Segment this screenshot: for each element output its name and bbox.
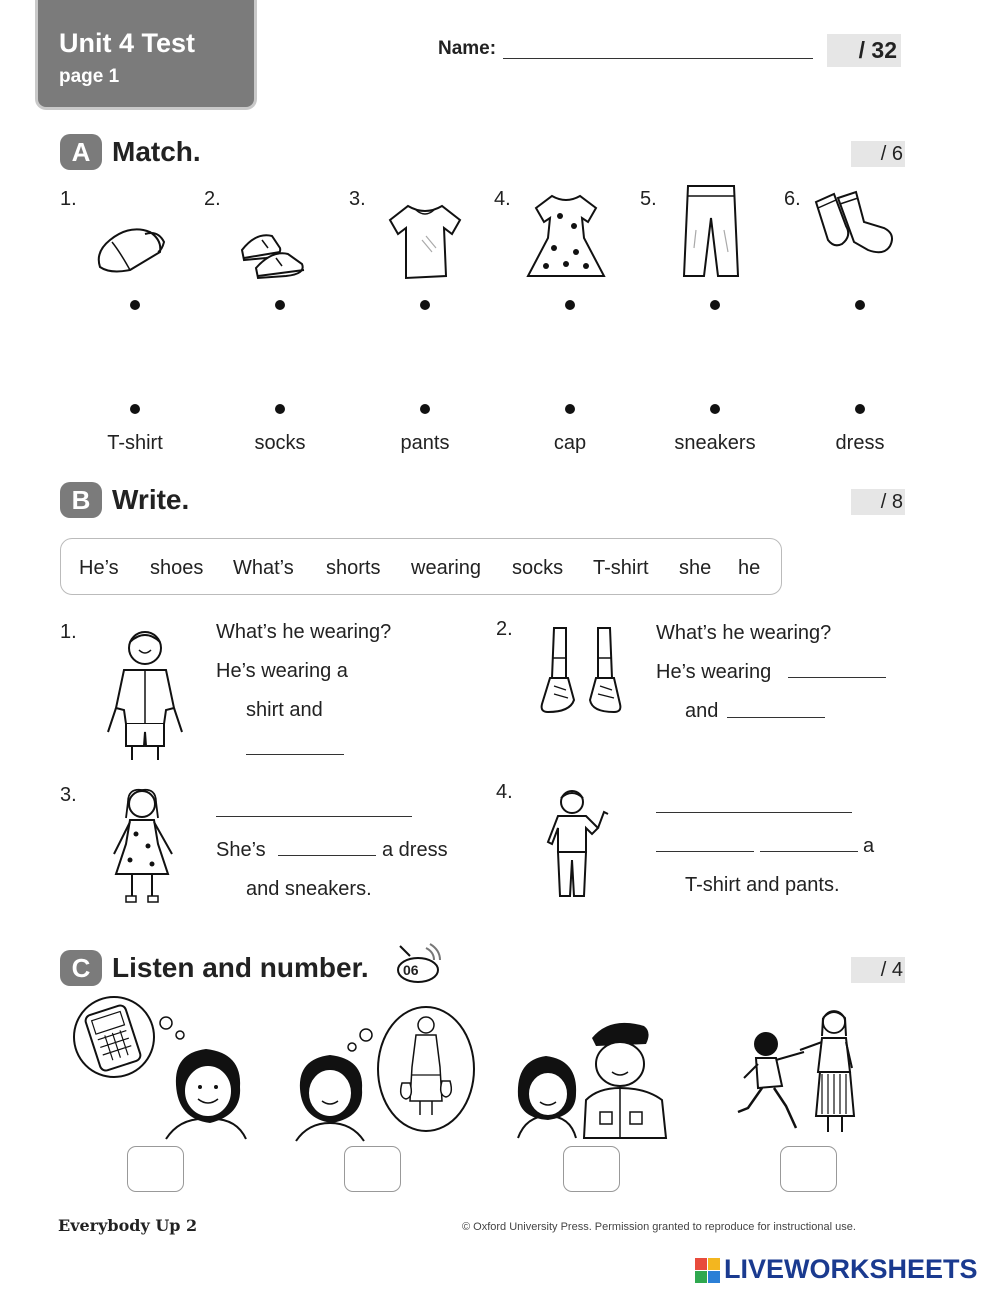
word-bank-item: shorts [326,557,381,579]
word-bank-item: What’s [233,557,294,579]
question-number: 1. [60,621,77,643]
q3-question-blank[interactable] [216,816,412,817]
match-dot-bottom-4[interactable] [565,404,575,414]
match-dot-top-6[interactable] [855,300,865,310]
q3-line2a: She’s [216,839,266,861]
section-b-score: / 8 [851,489,905,515]
match-dot-top-4[interactable] [565,300,575,310]
q4-question-blank[interactable] [656,812,852,813]
section-c-score: / 4 [851,957,905,983]
total-score: / 32 [827,34,901,67]
match-dot-bottom-1[interactable] [130,404,140,414]
section-a-badge: A [60,134,102,170]
picture-number: 3. [349,188,366,210]
match-dot-bottom-3[interactable] [420,404,430,414]
question-number: 4. [496,781,513,803]
question-number: 3. [60,784,77,806]
girl-thinking-phone-icon [70,995,246,1139]
match-dot-bottom-2[interactable] [275,404,285,414]
unit-title: Unit 4 Test [59,28,196,58]
match-dot-top-1[interactable] [130,300,140,310]
word-bank-item: he [738,557,761,579]
answer-box-4[interactable] [780,1146,837,1192]
child-running-to-woman-icon [734,1008,866,1136]
footer-copyright: © Oxford University Press. Permission granted to reproduce for instructional use. [462,1221,856,1233]
boy-tshirt-pants-icon [546,788,612,904]
section-c-badge: C [60,950,102,986]
q3-answer-blank[interactable] [278,855,376,856]
footer-brand: Everybody Up 2 [58,1216,198,1235]
section-b-title: Write. [112,484,190,515]
section-a-score: / 6 [851,141,905,167]
q4-line3: T-shirt and pants. [685,874,840,896]
section-c-title: Listen and number. [112,952,369,983]
name-label: Name: [438,38,497,59]
q2-answer-blank-1[interactable] [788,677,886,678]
answer-box-3[interactable] [563,1146,620,1192]
match-word: T-shirt [107,432,163,454]
q1-answer-blank[interactable] [246,754,344,755]
match-dot-top-5[interactable] [710,300,720,310]
picture-number: 6. [784,188,801,210]
girl-and-police-officer-icon [516,1016,676,1138]
answer-box-2[interactable] [344,1146,401,1192]
match-word: sneakers [674,432,756,454]
q4-answer-blank-2[interactable] [760,851,858,852]
dress-icon [524,192,608,284]
socks-shoes-legs-icon [540,628,626,718]
answer-box-1[interactable] [127,1146,184,1192]
match-word: dress [835,432,885,454]
q2-line1: What’s he wearing? [656,622,832,644]
liveworksheets-logo-icon [695,1258,721,1284]
word-bank-item: wearing [411,557,482,579]
q2-line2: He’s wearing [656,661,772,683]
picture-number: 5. [640,188,657,210]
q2-line3: and [685,700,719,722]
picture-number: 1. [60,188,77,210]
q1-line3: shirt and [246,699,323,721]
q2-answer-blank-2[interactable] [727,717,825,718]
girl-dress-icon [106,788,178,904]
word-bank-item: He’s [79,557,119,579]
q1-line2: He’s wearing a [216,660,348,682]
q4-answer-blank-1[interactable] [656,851,754,852]
sneakers-icon [236,218,312,284]
audio-track-number: 06 [403,962,419,978]
match-dot-bottom-5[interactable] [710,404,720,414]
word-bank-item: shoes [150,557,204,579]
q3-line3: and sneakers. [246,878,372,900]
match-dot-bottom-6[interactable] [855,404,865,414]
section-a-title: Match. [112,136,201,167]
pants-icon [678,182,742,280]
match-word: socks [254,432,306,454]
cap-icon [90,212,170,282]
boy-shirt-shorts-icon [100,628,190,762]
q1-line1: What’s he wearing? [216,621,392,643]
girl-thinking-shopping-icon [294,1005,464,1141]
match-dot-top-3[interactable] [420,300,430,310]
question-number: 2. [496,618,513,640]
section-b-badge: B [60,482,102,518]
page-label: page 1 [59,66,120,87]
picture-number: 2. [204,188,221,210]
word-bank-item: socks [512,557,564,579]
picture-number: 4. [494,188,511,210]
socks-icon [812,188,896,262]
word-bank-item: she [679,557,712,579]
word-bank-item: T-shirt [593,557,649,579]
name-input[interactable] [503,58,813,59]
q4-line2b: a [863,835,875,857]
tshirt-icon [386,200,464,280]
match-dot-top-2[interactable] [275,300,285,310]
match-word: cap [553,432,587,454]
match-word: pants [400,432,450,454]
liveworksheets-logo: LIVEWORKSHEETS [724,1254,978,1284]
q3-line2b: a dress [382,839,448,861]
